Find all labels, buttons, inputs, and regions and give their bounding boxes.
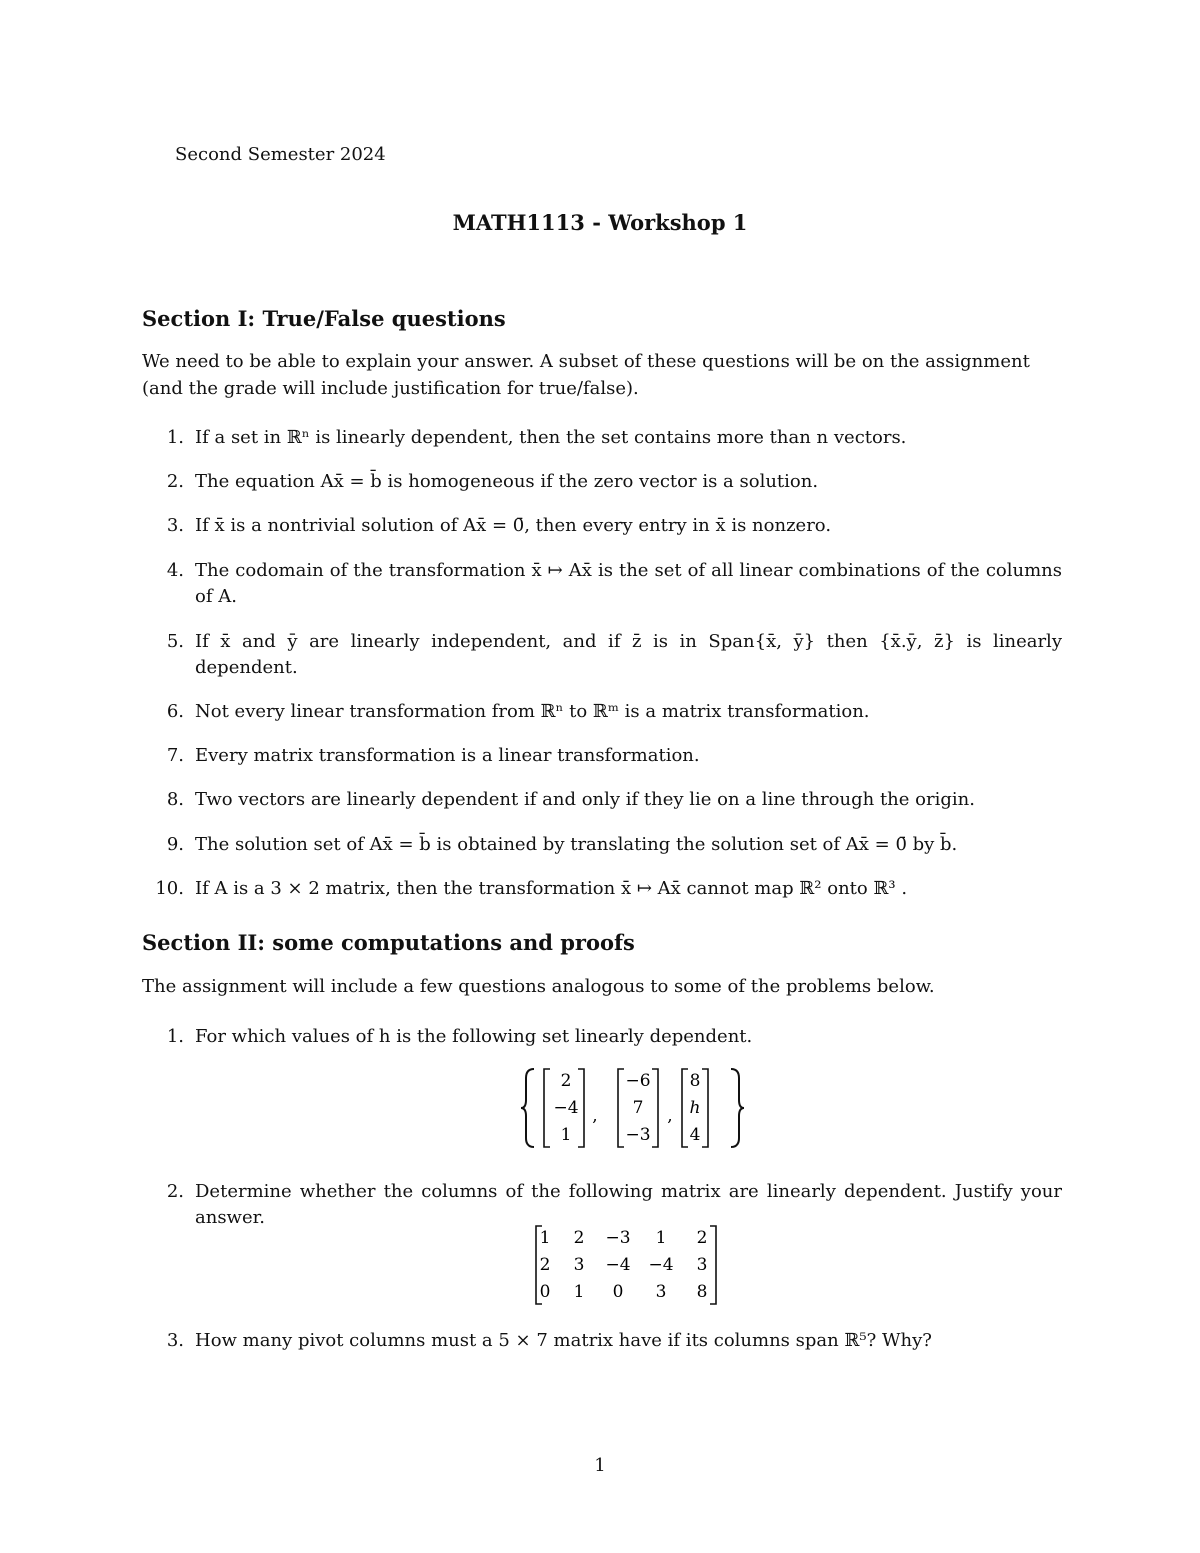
item-number: 1.: [166, 1026, 184, 1047]
separator-comma: ,: [592, 1106, 598, 1126]
matrix-right-bracket: [710, 1226, 716, 1304]
item-text: If x̄ and ȳ are linearly independent, and if z̄ is in Span{x̄, ȳ} then {x̄.ȳ, z̄} is linearly dependent.: [195, 631, 1062, 678]
matrix-entry-r1-c1: 1: [539, 1228, 551, 1248]
matrix-entry-r1-c5: 2: [696, 1228, 708, 1248]
matrix-entry-r1-c3: −3: [605, 1228, 631, 1248]
vector-2-entry-3: −3: [625, 1125, 651, 1145]
matrix-entry-r2-c3: −4: [605, 1255, 631, 1275]
item-text: If x̄ is a nontrivial solution of Ax̄ = 0̄, then every entry in x̄ is nonzero.: [195, 515, 832, 536]
item-number: 3.: [166, 515, 184, 536]
item-text: The codomain of the transformation x̄ ↦ Ax̄ is the set of all linear combinations of the columns of A.: [195, 560, 1062, 607]
tf-item-8: [142, 787, 1062, 813]
section-1-heading: Section I: True/False questions: [142, 306, 506, 331]
vector-3-left-bracket: [682, 1069, 688, 1147]
matrix-entry-r2-c4: −4: [648, 1255, 674, 1275]
vector-1-right-bracket: [578, 1069, 584, 1147]
matrix-entry-r3-c4: 3: [655, 1282, 667, 1302]
item-text: Determine whether the columns of the following matrix are linearly dependent. Justify your answer.: [195, 1181, 1062, 1228]
tf-item-9: [142, 832, 1062, 858]
right-brace: [731, 1069, 744, 1147]
tf-item-3: [142, 513, 1062, 539]
vector-3-entry-3: 4: [689, 1125, 701, 1145]
tf-item-5: [142, 629, 1062, 681]
vector-set: [520, 1066, 745, 1150]
tf-item-10: [142, 876, 1062, 902]
separator-comma: ,: [667, 1106, 673, 1126]
vector-1-entry-3: 1: [560, 1125, 572, 1145]
tf-item-6: [142, 699, 1062, 725]
vector-3-entry-1: 8: [689, 1071, 701, 1091]
matrix-entry-r1-c2: 2: [573, 1228, 585, 1248]
matrix-entry-r2-c2: 3: [573, 1255, 585, 1275]
item-number: 10.: [155, 878, 184, 899]
vector-2-entry-2: 7: [632, 1098, 644, 1118]
vector-3-entry-2: h: [689, 1098, 701, 1118]
item-text: If A is a 3 × 2 matrix, then the transformation x̄ ↦ Ax̄ cannot map ℝ² onto ℝ³ .: [195, 878, 908, 899]
item-number: 1.: [166, 427, 184, 448]
item-number: 9.: [166, 834, 184, 855]
tf-item-2: [142, 469, 1062, 495]
vector-3-right-bracket: [702, 1069, 708, 1147]
item-text: Not every linear transformation from ℝⁿ to ℝᵐ is a matrix transformation.: [195, 701, 870, 722]
item-text: How many pivot columns must a 5 × 7 matrix have if its columns span ℝ⁵? Why?: [195, 1330, 932, 1351]
tf-item-4: [142, 558, 1062, 610]
matrix-entry-r3-c5: 8: [696, 1282, 708, 1302]
item-text: For which values of h is the following set linearly dependent.: [195, 1026, 753, 1047]
left-brace: [521, 1069, 534, 1147]
matrix-cells: [540, 1228, 708, 1302]
vector-1-entry-1: 2: [560, 1071, 572, 1091]
vector-2-right-bracket: [652, 1069, 658, 1147]
vector-1-left-bracket: [544, 1069, 550, 1147]
problem-item-1: [142, 1024, 1062, 1050]
matrix-entry-r3-c3: 0: [612, 1282, 624, 1302]
item-number: 5.: [166, 631, 184, 652]
section-1-intro: We need to be able to explain your answer. A subset of these questions will be on the assignment (and the grade will include justification for true/false).: [142, 351, 1030, 399]
page-title: MATH1113 - Workshop 1: [452, 210, 748, 235]
item-number: 8.: [166, 789, 184, 810]
matrix-entry-r1-c4: 1: [655, 1228, 667, 1248]
matrix-entry-r2-c5: 3: [696, 1255, 708, 1275]
item-number: 3.: [166, 1330, 184, 1351]
item-number: 2.: [166, 1181, 184, 1202]
item-number: 4.: [166, 560, 184, 581]
coefficient-matrix: [533, 1224, 723, 1306]
matrix-entry-r3-c1: 0: [539, 1282, 551, 1302]
item-text: If a set in ℝⁿ is linearly dependent, then the set contains more than n vectors.: [195, 427, 907, 448]
section-2-heading: Section II: some computations and proofs: [142, 930, 635, 955]
item-number: 2.: [166, 471, 184, 492]
problem-item-3: [142, 1328, 1062, 1354]
item-number: 7.: [166, 745, 184, 766]
vector-2-entry-1: −6: [625, 1071, 651, 1091]
section-2-intro: The assignment will include a few questions analogous to some of the problems below.: [142, 976, 935, 997]
item-text: Two vectors are linearly dependent if and only if they lie on a line through the origin.: [195, 789, 975, 810]
matrix-entry-r3-c2: 1: [573, 1282, 585, 1302]
tf-item-1: [142, 425, 1062, 451]
tf-item-7: [142, 743, 1062, 769]
page-number: 1: [594, 1455, 606, 1476]
item-text: Every matrix transformation is a linear transformation.: [195, 745, 700, 766]
item-text: The equation Ax̄ = b̄ is homogeneous if the zero vector is a solution.: [195, 471, 819, 492]
vector-1-entry-2: −4: [553, 1098, 579, 1118]
item-text: The solution set of Ax̄ = b̄ is obtained by translating the solution set of Ax̄ = 0̄ by b̄.: [195, 834, 958, 855]
semester-label: Second Semester 2024: [175, 144, 386, 165]
matrix-entry-r2-c1: 2: [539, 1255, 551, 1275]
vector-2-left-bracket: [618, 1069, 624, 1147]
item-number: 6.: [166, 701, 184, 722]
